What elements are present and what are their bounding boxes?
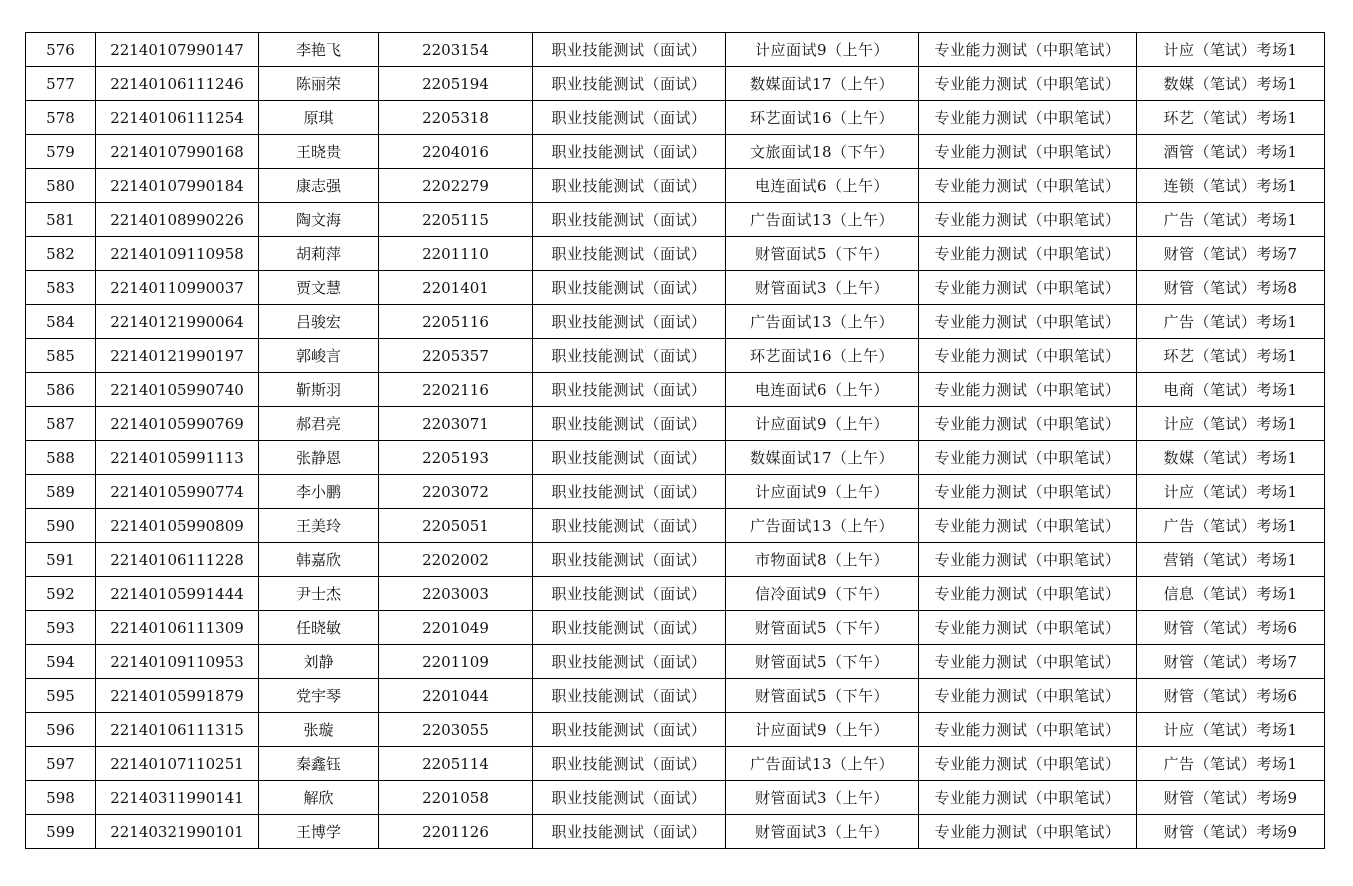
interview-room-cell: 环艺面试16（上午） — [726, 339, 919, 373]
table-row — [26, 33, 1325, 67]
candidate-id-cell: 22140106111254 — [96, 101, 259, 135]
written-room-cell: 广告（笔试）考场1 — [1137, 203, 1325, 237]
written-room-cell: 计应（笔试）考场1 — [1137, 713, 1325, 747]
interview-room-cell: 电连面试6（上午） — [726, 169, 919, 203]
ticket-number-cell: 2203003 — [379, 577, 533, 611]
seq-number-cell: 586 — [26, 373, 96, 407]
test-type-cell: 职业技能测试（面试） — [533, 67, 726, 101]
ticket-number-cell: 2205116 — [379, 305, 533, 339]
name-cell: 刘静 — [259, 645, 379, 679]
ticket-number-cell: 2201049 — [379, 611, 533, 645]
candidate-id-cell: 22140105990769 — [96, 407, 259, 441]
interview-room-cell: 数媒面试17（上午） — [726, 441, 919, 475]
test-type-cell: 职业技能测试（面试） — [533, 815, 726, 849]
written-room-cell: 财管（笔试）考场6 — [1137, 611, 1325, 645]
candidate-id-cell: 22140106111246 — [96, 67, 259, 101]
interview-room-cell: 文旅面试18（下午） — [726, 135, 919, 169]
table-row — [26, 781, 1325, 815]
ticket-number-cell: 2205318 — [379, 101, 533, 135]
test-type-cell: 职业技能测试（面试） — [533, 305, 726, 339]
written-room-cell: 信息（笔试）考场1 — [1137, 577, 1325, 611]
name-cell: 尹士杰 — [259, 577, 379, 611]
seq-number-cell: 588 — [26, 441, 96, 475]
interview-room-cell: 广告面试13（上午） — [726, 203, 919, 237]
table-row — [26, 543, 1325, 577]
table-body — [26, 33, 1325, 849]
table-row — [26, 373, 1325, 407]
interview-room-cell: 财管面试5（下午） — [726, 679, 919, 713]
table-row — [26, 101, 1325, 135]
written-test-type-cell: 专业能力测试（中职笔试） — [919, 815, 1137, 849]
name-cell: 王博学 — [259, 815, 379, 849]
interview-room-cell: 财管面试3（上午） — [726, 815, 919, 849]
seq-number-cell: 581 — [26, 203, 96, 237]
interview-room-cell: 财管面试3（上午） — [726, 271, 919, 305]
name-cell: 张静恩 — [259, 441, 379, 475]
ticket-number-cell: 2204016 — [379, 135, 533, 169]
test-type-cell: 职业技能测试（面试） — [533, 611, 726, 645]
name-cell: 王美玲 — [259, 509, 379, 543]
candidate-id-cell: 22140109110958 — [96, 237, 259, 271]
test-type-cell: 职业技能测试（面试） — [533, 169, 726, 203]
interview-room-cell: 信冷面试9（下午） — [726, 577, 919, 611]
test-type-cell: 职业技能测试（面试） — [533, 339, 726, 373]
seq-number-cell: 591 — [26, 543, 96, 577]
seq-number-cell: 599 — [26, 815, 96, 849]
test-type-cell: 职业技能测试（面试） — [533, 441, 726, 475]
written-test-type-cell: 专业能力测试（中职笔试） — [919, 305, 1137, 339]
test-type-cell: 职业技能测试（面试） — [533, 407, 726, 441]
test-type-cell: 职业技能测试（面试） — [533, 679, 726, 713]
table-row — [26, 611, 1325, 645]
name-cell: 胡莉萍 — [259, 237, 379, 271]
written-test-type-cell: 专业能力测试（中职笔试） — [919, 203, 1137, 237]
interview-room-cell: 计应面试9（上午） — [726, 407, 919, 441]
seq-number-cell: 592 — [26, 577, 96, 611]
candidate-id-cell: 22140105991113 — [96, 441, 259, 475]
seq-number-cell: 585 — [26, 339, 96, 373]
exam-assignment-table — [25, 32, 1325, 849]
seq-number-cell: 576 — [26, 33, 96, 67]
interview-room-cell: 计应面试9（上午） — [726, 713, 919, 747]
interview-room-cell: 数媒面试17（上午） — [726, 67, 919, 101]
seq-number-cell: 589 — [26, 475, 96, 509]
written-room-cell: 数媒（笔试）考场1 — [1137, 441, 1325, 475]
table-row — [26, 203, 1325, 237]
ticket-number-cell: 2201126 — [379, 815, 533, 849]
written-room-cell: 财管（笔试）考场9 — [1137, 815, 1325, 849]
ticket-number-cell: 2202279 — [379, 169, 533, 203]
written-room-cell: 财管（笔试）考场8 — [1137, 271, 1325, 305]
test-type-cell: 职业技能测试（面试） — [533, 577, 726, 611]
candidate-id-cell: 22140108990226 — [96, 203, 259, 237]
candidate-id-cell: 22140105990740 — [96, 373, 259, 407]
ticket-number-cell: 2201109 — [379, 645, 533, 679]
written-room-cell: 计应（笔试）考场1 — [1137, 407, 1325, 441]
test-type-cell: 职业技能测试（面试） — [533, 203, 726, 237]
candidate-id-cell: 22140107110251 — [96, 747, 259, 781]
written-test-type-cell: 专业能力测试（中职笔试） — [919, 237, 1137, 271]
ticket-number-cell: 2201058 — [379, 781, 533, 815]
table-row — [26, 645, 1325, 679]
written-room-cell: 数媒（笔试）考场1 — [1137, 67, 1325, 101]
name-cell: 靳斯羽 — [259, 373, 379, 407]
interview-room-cell: 广告面试13（上午） — [726, 305, 919, 339]
written-test-type-cell: 专业能力测试（中职笔试） — [919, 543, 1137, 577]
written-room-cell: 酒管（笔试）考场1 — [1137, 135, 1325, 169]
ticket-number-cell: 2205115 — [379, 203, 533, 237]
candidate-id-cell: 22140311990141 — [96, 781, 259, 815]
seq-number-cell: 587 — [26, 407, 96, 441]
written-test-type-cell: 专业能力测试（中职笔试） — [919, 645, 1137, 679]
interview-room-cell: 财管面试5（下午） — [726, 645, 919, 679]
written-room-cell: 财管（笔试）考场6 — [1137, 679, 1325, 713]
ticket-number-cell: 2203072 — [379, 475, 533, 509]
interview-room-cell: 广告面试13（上午） — [726, 747, 919, 781]
written-room-cell: 营销（笔试）考场1 — [1137, 543, 1325, 577]
written-test-type-cell: 专业能力测试（中职笔试） — [919, 407, 1137, 441]
written-test-type-cell: 专业能力测试（中职笔试） — [919, 169, 1137, 203]
test-type-cell: 职业技能测试（面试） — [533, 373, 726, 407]
candidate-id-cell: 22140107990147 — [96, 33, 259, 67]
written-test-type-cell: 专业能力测试（中职笔试） — [919, 135, 1137, 169]
table-row — [26, 135, 1325, 169]
written-room-cell: 计应（笔试）考场1 — [1137, 33, 1325, 67]
written-test-type-cell: 专业能力测试（中职笔试） — [919, 747, 1137, 781]
table-row — [26, 67, 1325, 101]
name-cell: 原琪 — [259, 101, 379, 135]
ticket-number-cell: 2205051 — [379, 509, 533, 543]
name-cell: 王晓贵 — [259, 135, 379, 169]
written-test-type-cell: 专业能力测试（中职笔试） — [919, 33, 1137, 67]
seq-number-cell: 590 — [26, 509, 96, 543]
written-room-cell: 环艺（笔试）考场1 — [1137, 101, 1325, 135]
table-row — [26, 713, 1325, 747]
table-row — [26, 441, 1325, 475]
ticket-number-cell: 2205357 — [379, 339, 533, 373]
table-row — [26, 305, 1325, 339]
ticket-number-cell: 2201110 — [379, 237, 533, 271]
candidate-id-cell: 22140109110953 — [96, 645, 259, 679]
table-row — [26, 169, 1325, 203]
seq-number-cell: 579 — [26, 135, 96, 169]
written-room-cell: 财管（笔试）考场7 — [1137, 237, 1325, 271]
candidate-id-cell: 22140105991879 — [96, 679, 259, 713]
written-room-cell: 连锁（笔试）考场1 — [1137, 169, 1325, 203]
written-test-type-cell: 专业能力测试（中职笔试） — [919, 713, 1137, 747]
candidate-id-cell: 22140105990809 — [96, 509, 259, 543]
name-cell: 吕骏宏 — [259, 305, 379, 339]
seq-number-cell: 583 — [26, 271, 96, 305]
name-cell: 郝君亮 — [259, 407, 379, 441]
test-type-cell: 职业技能测试（面试） — [533, 135, 726, 169]
seq-number-cell: 596 — [26, 713, 96, 747]
written-test-type-cell: 专业能力测试（中职笔试） — [919, 441, 1137, 475]
ticket-number-cell: 2203071 — [379, 407, 533, 441]
name-cell: 秦鑫钰 — [259, 747, 379, 781]
name-cell: 康志强 — [259, 169, 379, 203]
candidate-id-cell: 22140106111228 — [96, 543, 259, 577]
seq-number-cell: 595 — [26, 679, 96, 713]
table-row — [26, 679, 1325, 713]
name-cell: 张璇 — [259, 713, 379, 747]
candidate-id-cell: 22140121990064 — [96, 305, 259, 339]
ticket-number-cell: 2205114 — [379, 747, 533, 781]
interview-room-cell: 财管面试3（上午） — [726, 781, 919, 815]
test-type-cell: 职业技能测试（面试） — [533, 271, 726, 305]
ticket-number-cell: 2202116 — [379, 373, 533, 407]
candidate-id-cell: 22140321990101 — [96, 815, 259, 849]
table-row — [26, 475, 1325, 509]
written-room-cell: 财管（笔试）考场9 — [1137, 781, 1325, 815]
ticket-number-cell: 2205194 — [379, 67, 533, 101]
name-cell: 贾文慧 — [259, 271, 379, 305]
interview-room-cell: 广告面试13（上午） — [726, 509, 919, 543]
written-test-type-cell: 专业能力测试（中职笔试） — [919, 339, 1137, 373]
table-row — [26, 237, 1325, 271]
table-row — [26, 407, 1325, 441]
seq-number-cell: 598 — [26, 781, 96, 815]
name-cell: 任晓敏 — [259, 611, 379, 645]
table-row — [26, 271, 1325, 305]
name-cell: 郭峻言 — [259, 339, 379, 373]
seq-number-cell: 580 — [26, 169, 96, 203]
table-row — [26, 577, 1325, 611]
table-row — [26, 339, 1325, 373]
name-cell: 李艳飞 — [259, 33, 379, 67]
seq-number-cell: 593 — [26, 611, 96, 645]
name-cell: 解欣 — [259, 781, 379, 815]
table-row — [26, 509, 1325, 543]
interview-room-cell: 财管面试5（下午） — [726, 237, 919, 271]
seq-number-cell: 597 — [26, 747, 96, 781]
written-test-type-cell: 专业能力测试（中职笔试） — [919, 475, 1137, 509]
interview-room-cell: 环艺面试16（上午） — [726, 101, 919, 135]
seq-number-cell: 594 — [26, 645, 96, 679]
test-type-cell: 职业技能测试（面试） — [533, 747, 726, 781]
written-room-cell: 广告（笔试）考场1 — [1137, 305, 1325, 339]
written-test-type-cell: 专业能力测试（中职笔试） — [919, 577, 1137, 611]
table-row — [26, 815, 1325, 849]
name-cell: 党宇琴 — [259, 679, 379, 713]
table-row — [26, 747, 1325, 781]
seq-number-cell: 582 — [26, 237, 96, 271]
test-type-cell: 职业技能测试（面试） — [533, 543, 726, 577]
test-type-cell: 职业技能测试（面试） — [533, 237, 726, 271]
ticket-number-cell: 2205193 — [379, 441, 533, 475]
seq-number-cell: 577 — [26, 67, 96, 101]
interview-room-cell: 电连面试6（上午） — [726, 373, 919, 407]
interview-room-cell: 计应面试9（上午） — [726, 475, 919, 509]
test-type-cell: 职业技能测试（面试） — [533, 101, 726, 135]
candidate-id-cell: 22140105991444 — [96, 577, 259, 611]
ticket-number-cell: 2202002 — [379, 543, 533, 577]
ticket-number-cell: 2203154 — [379, 33, 533, 67]
written-test-type-cell: 专业能力测试（中职笔试） — [919, 101, 1137, 135]
written-room-cell: 财管（笔试）考场7 — [1137, 645, 1325, 679]
ticket-number-cell: 2201401 — [379, 271, 533, 305]
written-test-type-cell: 专业能力测试（中职笔试） — [919, 271, 1137, 305]
test-type-cell: 职业技能测试（面试） — [533, 475, 726, 509]
candidate-id-cell: 22140106111315 — [96, 713, 259, 747]
name-cell: 韩嘉欣 — [259, 543, 379, 577]
ticket-number-cell: 2203055 — [379, 713, 533, 747]
interview-room-cell: 市物面试8（上午） — [726, 543, 919, 577]
test-type-cell: 职业技能测试（面试） — [533, 781, 726, 815]
test-type-cell: 职业技能测试（面试） — [533, 509, 726, 543]
name-cell: 陶文海 — [259, 203, 379, 237]
candidate-id-cell: 22140107990168 — [96, 135, 259, 169]
written-test-type-cell: 专业能力测试（中职笔试） — [919, 509, 1137, 543]
written-test-type-cell: 专业能力测试（中职笔试） — [919, 611, 1137, 645]
written-room-cell: 广告（笔试）考场1 — [1137, 747, 1325, 781]
test-type-cell: 职业技能测试（面试） — [533, 33, 726, 67]
seq-number-cell: 584 — [26, 305, 96, 339]
written-room-cell: 计应（笔试）考场1 — [1137, 475, 1325, 509]
candidate-id-cell: 22140121990197 — [96, 339, 259, 373]
written-test-type-cell: 专业能力测试（中职笔试） — [919, 679, 1137, 713]
ticket-number-cell: 2201044 — [379, 679, 533, 713]
test-type-cell: 职业技能测试（面试） — [533, 645, 726, 679]
written-test-type-cell: 专业能力测试（中职笔试） — [919, 781, 1137, 815]
name-cell: 陈丽荣 — [259, 67, 379, 101]
candidate-id-cell: 22140106111309 — [96, 611, 259, 645]
interview-room-cell: 计应面试9（上午） — [726, 33, 919, 67]
interview-room-cell: 财管面试5（下午） — [726, 611, 919, 645]
candidate-id-cell: 22140105990774 — [96, 475, 259, 509]
seq-number-cell: 578 — [26, 101, 96, 135]
test-type-cell: 职业技能测试（面试） — [533, 713, 726, 747]
name-cell: 李小鹏 — [259, 475, 379, 509]
written-room-cell: 广告（笔试）考场1 — [1137, 509, 1325, 543]
candidate-id-cell: 22140107990184 — [96, 169, 259, 203]
written-test-type-cell: 专业能力测试（中职笔试） — [919, 373, 1137, 407]
written-room-cell: 环艺（笔试）考场1 — [1137, 339, 1325, 373]
written-room-cell: 电商（笔试）考场1 — [1137, 373, 1325, 407]
written-test-type-cell: 专业能力测试（中职笔试） — [919, 67, 1137, 101]
candidate-id-cell: 22140110990037 — [96, 271, 259, 305]
